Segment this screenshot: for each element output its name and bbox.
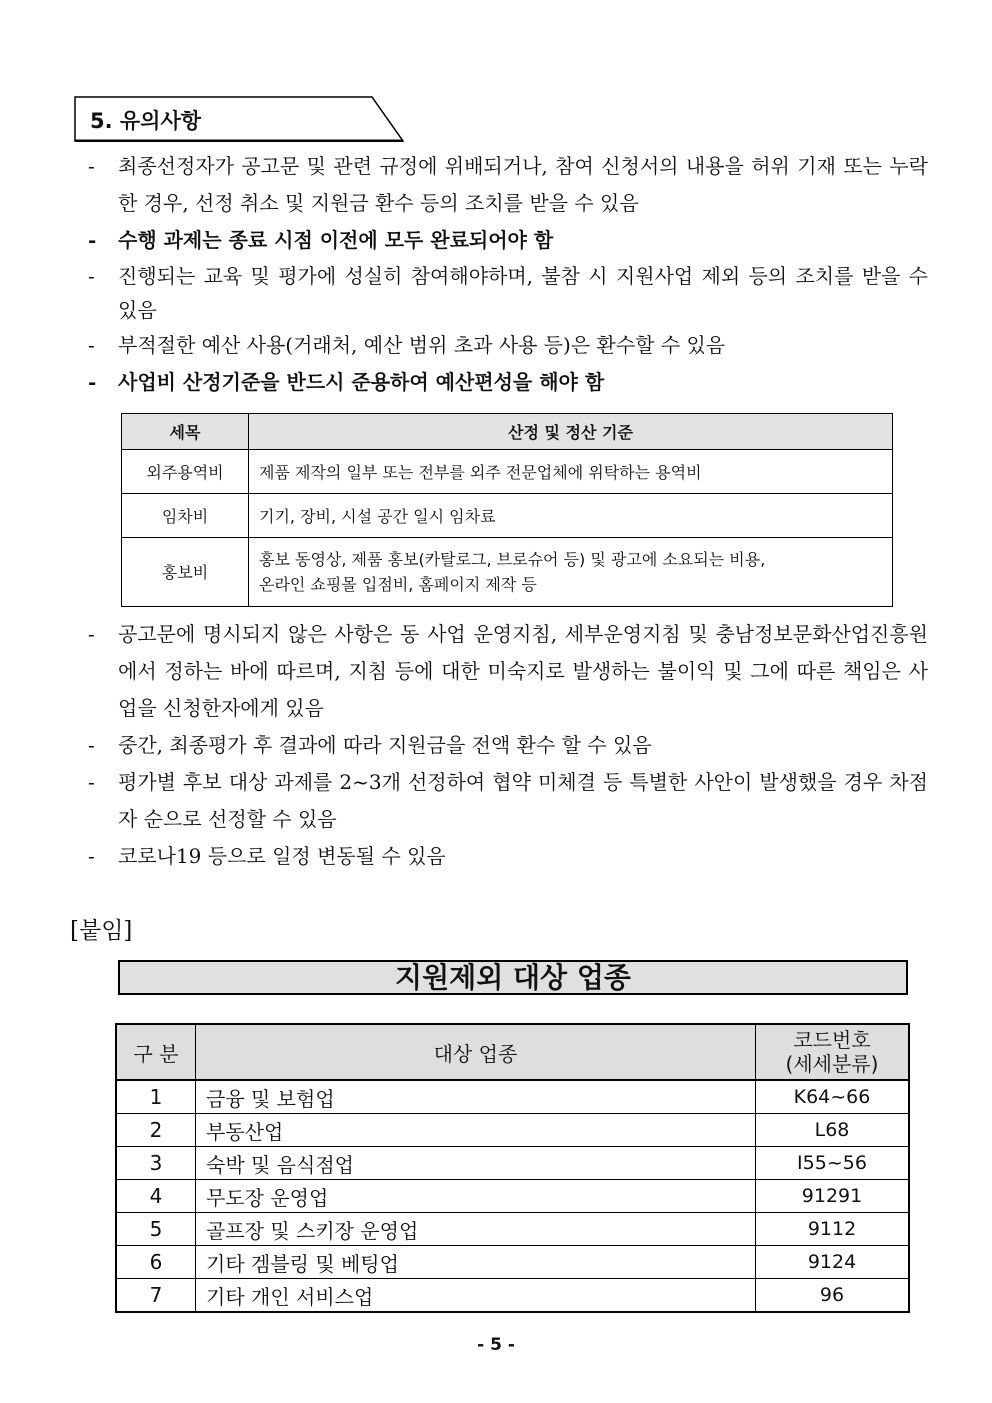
note-item: [88, 727, 928, 764]
row-no: 5: [116, 1213, 196, 1246]
cost-desc: 제품 제작의 일부 또는 전부를 외주 전문업체에 위탁하는 용역비: [249, 450, 893, 494]
notes-list: [88, 148, 928, 401]
table-row: [122, 494, 893, 538]
note-item: [88, 838, 928, 875]
row-name: 무도장 운영업: [196, 1180, 756, 1213]
cost-desc-line: 온라인 쇼핑몰 입점비, 홈페이지 제작 등: [259, 575, 537, 594]
row-name: 숙박 및 음식점업: [196, 1147, 756, 1180]
row-code: 96: [756, 1279, 910, 1313]
note-item: [88, 148, 928, 222]
table-row: [116, 1180, 909, 1213]
note-text: 진행되는 교육 및 평가에 성실히 참여해야하며, 불참 시 지원사업 제외 등의 조치를 받을 수 있음: [118, 264, 928, 322]
cost-item: 임차비: [122, 494, 249, 538]
table-row: [122, 450, 893, 494]
cost-desc: 기기, 장비, 시설 공간 일시 임차료: [249, 494, 893, 538]
notes-list-2: [88, 616, 928, 875]
note-text: 평가별 후보 대상 과제를 2~3개 선정하여 협약 미체결 등 특별한 사안이 발생했을 경우 차점자 순으로 선정할 수 있음: [118, 770, 928, 831]
table-row: [116, 1213, 909, 1246]
note-text: 중간, 최종평가 후 결과에 따라 지원금을 전액 환수 할 수 있음: [118, 733, 652, 757]
row-no: 1: [116, 1080, 196, 1114]
row-name: 금융 및 보험업: [196, 1080, 756, 1114]
column-header-code-line: 코드번호: [793, 1028, 871, 1052]
column-header-code: [756, 1024, 910, 1080]
row-code: I55~56: [756, 1147, 910, 1180]
row-name: 기타 겜블링 및 베팅업: [196, 1246, 756, 1279]
note-item: [88, 222, 928, 259]
bullet-dash: -: [88, 733, 95, 757]
bullet-dash: -: [88, 370, 97, 394]
table-header-row: [116, 1024, 909, 1080]
row-code: 9112: [756, 1213, 910, 1246]
row-no: 2: [116, 1114, 196, 1147]
section-title: 5. 유의사항: [90, 109, 202, 133]
cost-criteria-table: [121, 413, 893, 607]
column-header-name: 대상 업종: [196, 1024, 756, 1080]
table-row: [116, 1279, 909, 1313]
table-header-row: [122, 414, 893, 450]
row-no: 7: [116, 1279, 196, 1313]
column-header-item: 세목: [122, 414, 249, 450]
attachment-label: [붙임]: [70, 918, 133, 944]
bullet-dash: -: [88, 622, 95, 646]
cost-item: 외주용역비: [122, 450, 249, 494]
note-item: [88, 764, 928, 838]
note-item: [88, 259, 928, 327]
note-text: 부적절한 예산 사용(거래처, 예산 범위 초과 사용 등)은 환수할 수 있음: [118, 333, 726, 357]
section-heading: [74, 96, 404, 142]
row-no: 6: [116, 1246, 196, 1279]
cost-desc: [249, 538, 893, 607]
column-header-criteria: 산정 및 정산 기준: [249, 414, 893, 450]
note-text: 최종선정자가 공고문 및 관련 규정에 위배되거나, 참여 신청서의 내용을 허위 기재 또는 누락한 경우, 선정 취소 및 지원금 환수 등의 조치를 받을 수 있음: [118, 154, 928, 215]
bullet-dash: -: [88, 264, 95, 288]
row-name: 부동산업: [196, 1114, 756, 1147]
table-row: [116, 1114, 909, 1147]
column-header-code-line: (세세분류): [785, 1052, 879, 1076]
note-text: 코로나19 등으로 일정 변동될 수 있음: [118, 844, 446, 868]
row-code: 9124: [756, 1246, 910, 1279]
row-no: 4: [116, 1180, 196, 1213]
cost-item: 홍보비: [122, 538, 249, 607]
row-name: 골프장 및 스키장 운영업: [196, 1213, 756, 1246]
note-item: [88, 364, 928, 401]
row-code: L68: [756, 1114, 910, 1147]
note-text: 사업비 산정기준을 반드시 준용하여 예산편성을 해야 함: [118, 370, 605, 394]
row-name: 기타 개인 서비스업: [196, 1279, 756, 1313]
excluded-industry-table: [115, 1023, 910, 1313]
bullet-dash: -: [88, 770, 95, 794]
row-no: 3: [116, 1147, 196, 1180]
attachment-banner: 지원제외 대상 업종: [118, 960, 908, 995]
table-row: [116, 1080, 909, 1114]
note-item: [88, 616, 928, 727]
note-item: [88, 327, 928, 364]
page-number: - 5 -: [477, 1335, 515, 1355]
row-code: 91291: [756, 1180, 910, 1213]
table-row: [122, 538, 893, 607]
table-row: [116, 1246, 909, 1279]
note-text: 수행 과제는 종료 시점 이전에 모두 완료되어야 함: [118, 228, 554, 252]
table-row: [116, 1147, 909, 1180]
column-header-no: 구 분: [116, 1024, 196, 1080]
bullet-dash: -: [88, 333, 95, 357]
note-text: 공고문에 명시되지 않은 사항은 동 사업 운영지침, 세부운영지침 및 충남정보문화산업진흥원에서 정하는 바에 따르며, 지침 등에 대한 미숙지로 발생하는 불이익 및 그에 따른 책임은 사업을 신청한자에게 있음: [118, 622, 928, 720]
bullet-dash: -: [88, 844, 95, 868]
row-code: K64~66: [756, 1080, 910, 1114]
bullet-dash: -: [88, 228, 97, 252]
cost-desc-line: 홍보 동영상, 제품 홍보(카탈로그, 브로슈어 등) 및 광고에 소요되는 비용,: [259, 550, 766, 569]
bullet-dash: -: [88, 154, 95, 178]
